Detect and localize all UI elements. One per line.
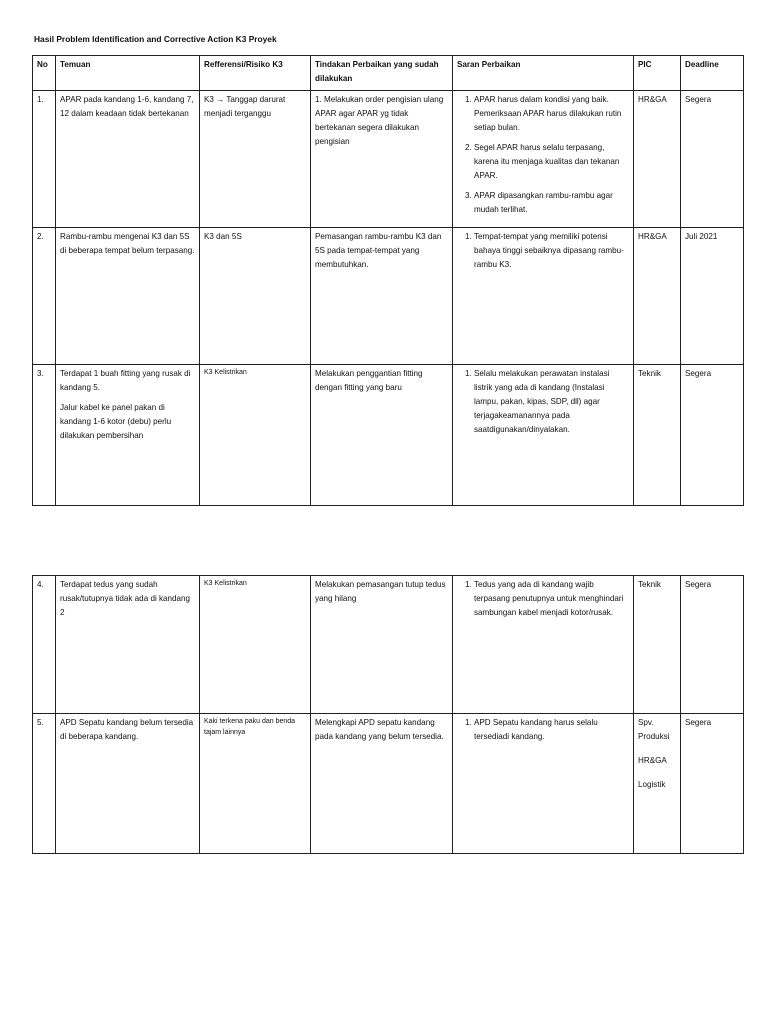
row-number: 2. bbox=[33, 228, 56, 365]
saran-item: 1. Selalu melakukan perawatan instalasi listrik yang ada di kandang (Instalasi lampu, pakan, kipas, SDP, dll) agar terjagakeamanannya pada saatdigunakan/dinyalakan. bbox=[474, 367, 629, 437]
deadline-cell: Segera bbox=[681, 365, 744, 506]
temuan-cell: Terdapat tedus yang sudah rusak/tutupnya tidak ada di kandang 2 bbox=[56, 576, 200, 714]
temuan-cell: Terdapat 1 buah fitting yang rusak di kandang 5. Jalur kabel ke panel pakan di kandang 1-6 kotor (debu) perlu dilakukan pembersihan bbox=[56, 365, 200, 506]
referensi-cell: K3 Kelistrikan bbox=[200, 365, 311, 506]
saran-cell bbox=[453, 228, 634, 365]
pic-cell: Teknik bbox=[634, 365, 681, 506]
referensi-cell: Kaki terkena paku dan benda tajam lainnya bbox=[200, 714, 311, 854]
temuan-cell: APAR pada kandang 1-6, kandang 7, 12 dalam keadaan tidak bertekanan bbox=[56, 91, 200, 228]
saran-cell bbox=[453, 714, 634, 854]
temuan-cell: APD Sepatu kandang belum tersedia di beberapa kandang. bbox=[56, 714, 200, 854]
saran-item: 2. Segel APAR harus selalu terpasang, karena itu menjaga kualitas dan tekanan APAR. bbox=[474, 141, 629, 183]
tindakan-cell: 1. Melakukan order pengisian ulang APAR agar APAR yg tidak bertekanan segera dilakukan pengisian bbox=[311, 91, 453, 228]
tindakan-cell: Melengkapi APD sepatu kandang pada kandang yang belum tersedia. bbox=[311, 714, 453, 854]
deadline-cell: Segera bbox=[681, 576, 744, 714]
saran-item: 1. APAR harus dalam kondisi yang baik. Pemeriksaan APAR harus dilakukan rutin setiap bulan. bbox=[474, 93, 629, 135]
findings-table-continued bbox=[32, 575, 744, 854]
deadline-cell: Juli 2021 bbox=[681, 228, 744, 365]
referensi-cell: K3 Kelistrikan bbox=[200, 576, 311, 714]
saran-item: 1. Tedus yang ada di kandang wajib terpasang penutupnya untuk menghindari sambungan kabel menjadi kotor/rusak. bbox=[474, 578, 629, 620]
header-no: No bbox=[33, 56, 56, 91]
saran-list bbox=[457, 93, 629, 217]
saran-list bbox=[457, 716, 629, 744]
saran-cell bbox=[453, 91, 634, 228]
header-deadline: Deadline bbox=[681, 56, 744, 91]
row-number: 3. bbox=[33, 365, 56, 506]
pic-cell: Spv. Produksi HR&GA Logistik bbox=[634, 714, 681, 854]
deadline-cell: Segera bbox=[681, 91, 744, 228]
pic-cell: HR&GA bbox=[634, 228, 681, 365]
saran-list bbox=[457, 367, 629, 437]
saran-list bbox=[457, 578, 629, 620]
saran-item: 3. APAR dipasangkan rambu-rambu agar mudah terlihat. bbox=[474, 189, 629, 217]
referensi-cell: K3 dan 5S bbox=[200, 228, 311, 365]
row-number: 5. bbox=[33, 714, 56, 854]
table-row bbox=[33, 576, 744, 714]
table-row bbox=[33, 714, 744, 854]
tindakan-cell: Pemasangan rambu-rambu K3 dan 5S pada tempat-tempat yang membutuhkan. bbox=[311, 228, 453, 365]
pic-cell: HR&GA bbox=[634, 91, 681, 228]
row-number: 1. bbox=[33, 91, 56, 228]
document-title: Hasil Problem Identification and Corrective Action K3 Proyek bbox=[34, 34, 277, 44]
saran-cell bbox=[453, 365, 634, 506]
table-row bbox=[33, 228, 744, 365]
saran-item: 1. APD Sepatu kandang harus selalu tersediadi kandang. bbox=[474, 716, 629, 744]
saran-cell bbox=[453, 576, 634, 714]
saran-item: 1. Tempat-tempat yang memiliki potensi bahaya tinggi sebaiknya dipasang rambu- rambu K3. bbox=[474, 230, 629, 272]
pic-cell: Teknik bbox=[634, 576, 681, 714]
header-row bbox=[33, 56, 744, 91]
saran-list bbox=[457, 230, 629, 272]
findings-table bbox=[32, 55, 744, 506]
tindakan-cell: Melakukan pemasangan tutup tedus yang hilang bbox=[311, 576, 453, 714]
header-referensi: Refferensi/Risiko K3 bbox=[200, 56, 311, 91]
header-temuan: Temuan bbox=[56, 56, 200, 91]
row-number: 4. bbox=[33, 576, 56, 714]
header-tindakan: Tindakan Perbaikan yang sudah dilakukan bbox=[311, 56, 453, 91]
deadline-cell: Segera bbox=[681, 714, 744, 854]
table-row bbox=[33, 91, 744, 228]
header-pic: PIC bbox=[634, 56, 681, 91]
tindakan-cell: Melakukan penggantian fitting dengan fitting yang baru bbox=[311, 365, 453, 506]
referensi-cell: K3 → Tanggap darurat menjadi terganggu bbox=[200, 91, 311, 228]
table-row bbox=[33, 365, 744, 506]
header-saran: Saran Perbaikan bbox=[453, 56, 634, 91]
temuan-cell: Rambu-rambu mengenai K3 dan 5S di beberapa tempat belum terpasang. bbox=[56, 228, 200, 365]
